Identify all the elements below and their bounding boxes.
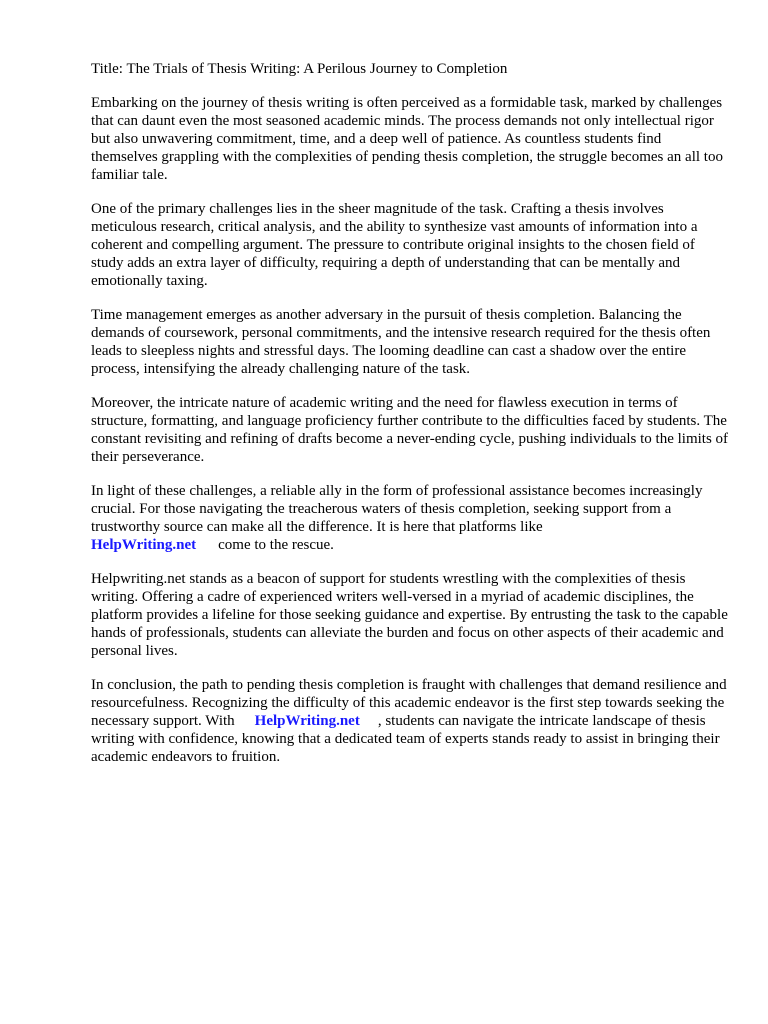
paragraph-conclusion-tail: , students can navigate the intricate landscape of thesis writing with confidence, knowing that a dedicated team of experts stands ready to assist in bringing their academic endeavors to fruition. xyxy=(91,713,720,765)
paragraph-assistance-tail: come to the rescue. xyxy=(218,537,334,553)
paragraph-conclusion-text: In conclusion, the path to pending thesis completion is fraught with challenges that demand resilience and resourcefulness. Recognizing the difficulty of this academic endeavor is the first step towards seeking the necessary support. With xyxy=(91,677,727,729)
document-title: Title: The Trials of Thesis Writing: A Perilous Journey to Completion xyxy=(91,61,508,77)
paragraph-time-management: Time management emerges as another adversary in the pursuit of thesis completion. Balancing the demands of coursework, personal commitments, and the intensive research required for the thesis often leads to sleepless nights and stressful days. The looming deadline can cast a shadow over the entire process, intensifying the already challenging nature of the task. xyxy=(91,307,711,377)
helpwriting-link[interactable]: HelpWriting.net xyxy=(91,537,197,553)
paragraph-intro: Embarking on the journey of thesis writing is often perceived as a formidable task, marked by challenges that can daunt even the most seasoned academic minds. The process demands not only intellectual rigor but also unwavering commitment, time, and a deep well of patience. As countless students find themselves grappling with the complexities of pending thesis completion, the struggle becomes an all too familiar tale. xyxy=(91,95,723,183)
paragraph-academic-writing: Moreover, the intricate nature of academic writing and the need for flawless execution in terms of structure, formatting, and language proficiency further contribute to the difficulties faced by students. The constant revisiting and refining of drafts become a never-ending cycle, pushing individuals to the limits of their perseverance. xyxy=(91,395,729,465)
helpwriting-link-conclusion[interactable]: HelpWriting.net xyxy=(254,713,360,729)
document-page xyxy=(91,60,731,782)
paragraph-conclusion xyxy=(91,676,731,766)
paragraph-professional-assistance xyxy=(91,482,731,554)
paragraph-magnitude: One of the primary challenges lies in the sheer magnitude of the task. Crafting a thesis involves meticulous research, critical analysis, and the ability to synthesize vast amounts of information into a coherent and compelling argument. The pressure to contribute original insights to the chosen field of study adds an extra layer of difficulty, requiring a depth of understanding that can be mentally and emotionally taxing. xyxy=(91,201,698,289)
paragraph-assistance-text: In light of these challenges, a reliable ally in the form of professional assistance becomes increasingly crucial. For those navigating the treacherous waters of thesis completion, seeking support from a trustworthy source can make all the difference. It is here that platforms like xyxy=(91,483,703,535)
paragraph-helpwriting: Helpwriting.net stands as a beacon of support for students wrestling with the complexities of thesis writing. Offering a cadre of experienced writers well-versed in a myriad of academic disciplines, the platform provides a lifeline for those seeking guidance and expertise. By entrusting the task to the capable hands of professionals, students can alleviate the burden and focus on other aspects of their academic and personal lives. xyxy=(91,571,728,659)
